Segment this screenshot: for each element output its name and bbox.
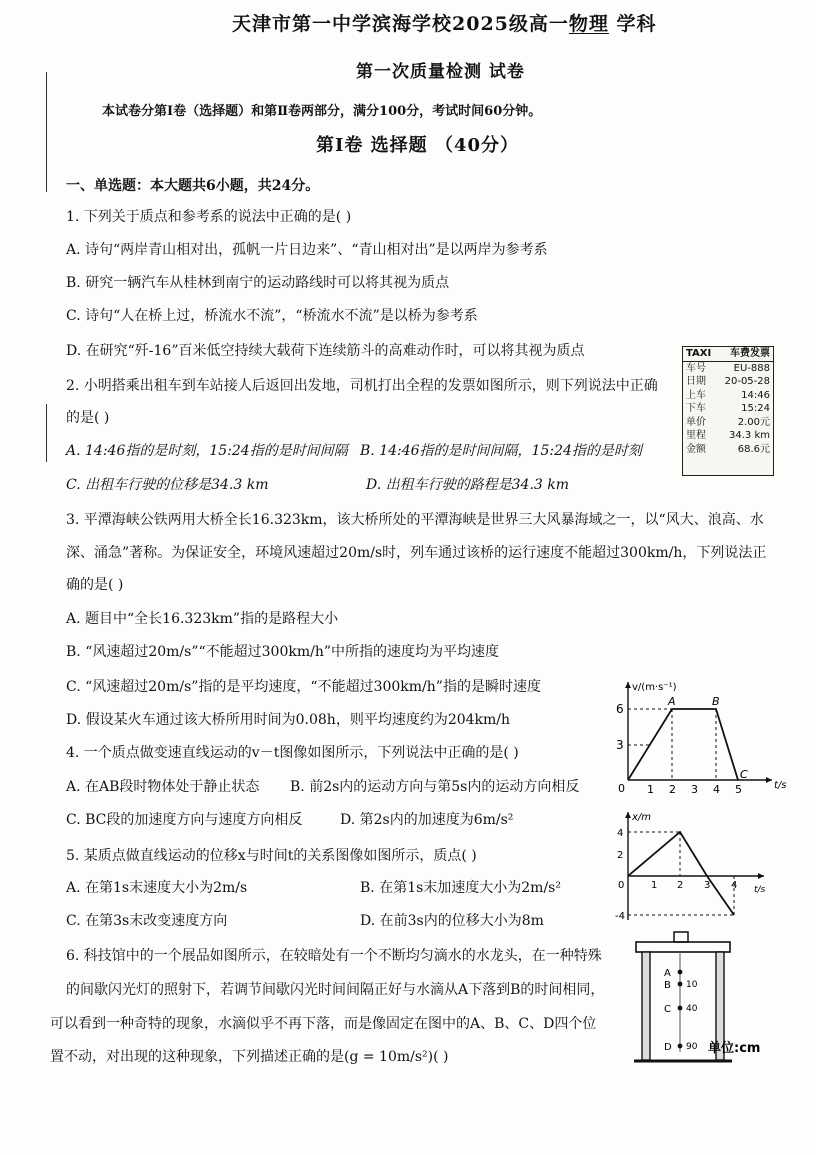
q1-option-a: A. 诗句“两岸青山相对出，孤帆一片日边来”、“青山相对出”是以两岸为参考系 xyxy=(66,242,548,258)
receipt-row: 日期 20-05-28 xyxy=(686,376,770,387)
xt-x-tick-2: 2 xyxy=(677,880,684,891)
xt-x-arrow xyxy=(758,873,764,879)
q6-line1: 6. 科技馆中的一个展品如图所示，在较暗处有一个不断均匀滴水的水龙头，在一种特殊 xyxy=(66,948,602,964)
faucet-knob xyxy=(674,932,688,942)
drop-c xyxy=(678,1006,683,1011)
title-subject: 物理 xyxy=(568,13,609,35)
receipt-row: 车号 EU-888 xyxy=(686,362,770,374)
q3-option-d: D. 假设某火车通过该大桥所用时间为0.08h，则平均速度约为204km/h xyxy=(66,712,511,728)
label-b: B xyxy=(664,980,671,991)
title-school: 天津市第一中学滨海学校2025级高一 xyxy=(232,13,569,35)
q3-stem-line3: 确的是( ) xyxy=(66,577,124,593)
vt-x-tick-2: 2 xyxy=(669,783,676,796)
xt-origin: 0 xyxy=(618,880,625,891)
q2-option-d: D. 出租车行驶的路程是34.3 km xyxy=(366,477,570,493)
scale-10: 10 xyxy=(686,980,698,990)
q5-option-a: A. 在第1s末速度大小为2m/s xyxy=(66,880,248,896)
vt-y-arrow xyxy=(625,682,631,688)
taxi-receipt xyxy=(682,346,774,476)
xt-x-tick-1: 1 xyxy=(651,880,658,891)
q2-option-b: B. 14:46指的是时间间隔，15:24指的是时刻 xyxy=(360,443,642,459)
binding-margin-line-2 xyxy=(46,404,47,462)
vt-x-tick-4: 4 xyxy=(713,783,720,796)
xt-x-tick-4: 4 xyxy=(731,880,738,891)
receipt-header xyxy=(683,347,773,362)
q3-stem-line2: 深、涌急”著称。为保证安全，环境风速超过20m/s时，列车通过该桥的运行速度不能超过300km/h，下列说法正 xyxy=(66,545,767,561)
q3-stem-line1: 3. 平潭海峡公铁两用大桥全长16.323km，该大桥所处的平潭海峡是世界三大风暴海域之一，以“风大、浪高、水 xyxy=(66,512,764,528)
q1-stem: 1. 下列关于质点和参考系的说法中正确的是( ) xyxy=(66,209,352,225)
vt-y-label: v/(m·s⁻¹) xyxy=(632,682,677,693)
xt-y-label: x/m xyxy=(632,812,652,823)
vt-x-arrow xyxy=(766,777,772,783)
q5-option-c: C. 在第3s末改变速度方向 xyxy=(66,913,228,929)
xt-y-tick-neg4: -4 xyxy=(615,911,625,922)
q3-option-c: C. “风速超过20m/s”指的是平均速度，“不能超过300km/h”指的是瞬时速度 xyxy=(66,679,541,695)
binding-margin-line xyxy=(46,72,47,192)
title-suffix: 学科 xyxy=(616,13,657,35)
xt-x-label: t/s xyxy=(754,885,766,895)
vt-point-c: C xyxy=(740,768,748,781)
q6-line3: 可以看到一种奇特的现象，水滴似乎不再下落，而是像固定在图中的A、B、C、D四个位 xyxy=(50,1016,597,1032)
q2-option-c: C. 出租车行驶的位移是34.3 km xyxy=(66,477,269,493)
q4-stem: 4. 一个质点做变速直线运动的v－t图像如图所示，下列说法中正确的是( ) xyxy=(66,745,519,761)
vt-point-b: B xyxy=(712,695,720,708)
vt-curve xyxy=(628,709,738,780)
q4-option-a: A. 在AB段时物体处于静止状态 xyxy=(66,779,260,795)
vt-x-tick-3: 3 xyxy=(691,783,698,796)
left-post xyxy=(642,952,650,1060)
top-bar xyxy=(636,942,730,952)
q1-option-d: D. 在研究“歼-16”百米低空持续大载荷下连续筋斗的高难动作时，可以将其视为质点 xyxy=(66,343,585,359)
receipt-row: 金额 68.6元 xyxy=(686,443,770,455)
q4-option-d: D. 第2s内的加速度为6m/s² xyxy=(340,812,514,828)
vt-point-a: A xyxy=(668,695,676,708)
unit-label: 单位:cm xyxy=(708,1041,761,1056)
vt-x-label: t/s xyxy=(774,780,787,791)
xt-y-tick-4: 4 xyxy=(617,828,624,839)
q5-option-d: D. 在前3s内的位移大小为8m xyxy=(360,913,544,929)
receipt-row: 里程 34.3 km xyxy=(686,430,770,441)
q6-line4: 置不动，对出现的这种现象，下列描述正确的是(g = 10m/s²)( ) xyxy=(50,1049,449,1065)
receipt-row: 上车 14:46 xyxy=(686,389,770,401)
scale-90: 90 xyxy=(686,1042,698,1052)
q5-option-b: B. 在第1s末加速度大小为2m/s² xyxy=(360,880,561,896)
vt-x-tick-5: 5 xyxy=(735,783,742,796)
part-heading: 一、单选题：本大题共6小题，共24分。 xyxy=(66,178,320,194)
xt-y-arrow xyxy=(625,812,631,818)
q1-option-c: C. 诗句“人在桥上过，桥流水不流”，“桥流水不流”是以桥为参考系 xyxy=(66,308,478,324)
q6-line2: 的间歇闪光灯的照射下，若调节间歇闪光时间间隔正好与水滴从A下落到B的时间相同， xyxy=(66,982,605,998)
xt-y-tick-2: 2 xyxy=(617,850,624,861)
exam-intro: 本试卷分第Ⅰ卷（选择题）和第Ⅱ卷两部分，满分100分，考试时间60分钟。 xyxy=(102,104,542,119)
q3-option-b: B. “风速超过20m/s”“不能超过300km/h”中所指的速度均为平均速度 xyxy=(66,644,500,660)
receipt-row: 单价 2.00元 xyxy=(686,416,770,428)
receipt-title-right: 车费发票 xyxy=(730,348,770,359)
label-a: A xyxy=(664,968,671,979)
scale-40: 40 xyxy=(686,1004,698,1014)
label-d: D xyxy=(664,1042,672,1053)
q4-option-c: C. BC段的加速度方向与速度方向相反 xyxy=(66,812,303,828)
faucet-apparatus xyxy=(628,930,778,1070)
section-heading: 第Ⅰ卷 选择题 （40分） xyxy=(316,135,520,156)
label-c: C xyxy=(664,1004,671,1015)
vt-origin: 0 xyxy=(618,782,625,795)
exam-title xyxy=(232,14,657,34)
vt-y-tick-6: 6 xyxy=(616,702,624,716)
vt-graph xyxy=(612,676,792,796)
receipt-title-left: TAXI xyxy=(686,348,712,359)
receipt-row: 下车 15:24 xyxy=(686,403,770,414)
q3-option-a: A. 题目中“全长16.323km”指的是路程大小 xyxy=(66,611,339,627)
xt-x-tick-3: 3 xyxy=(704,880,711,891)
drop-a xyxy=(678,970,683,975)
q2-stem-line2: 的是( ) xyxy=(66,410,110,426)
xt-graph xyxy=(614,808,776,930)
q2-stem-line1: 2. 小明搭乘出租车到车站接人后返回出发地，司机打出全程的发票如图所示，则下列说法中正确 xyxy=(66,378,658,394)
exam-subtitle: 第一次质量检测 试卷 xyxy=(356,62,525,82)
q5-stem: 5. 某质点做直线运动的位移x与时间t的关系图像如图所示，质点( ) xyxy=(66,848,477,864)
vt-x-tick-1: 1 xyxy=(647,783,654,796)
drop-d xyxy=(678,1044,683,1049)
q4-option-b: B. 前2s内的运动方向与第5s内的运动方向相反 xyxy=(290,779,580,795)
xt-curve xyxy=(628,832,734,915)
q2-option-a: A. 14:46指的是时刻，15:24指的是时间间隔 xyxy=(66,443,348,459)
q1-option-b: B. 研究一辆汽车从桂林到南宁的运动路线时可以将其视为质点 xyxy=(66,275,450,291)
vt-y-tick-3: 3 xyxy=(616,738,624,752)
drop-b xyxy=(678,982,683,987)
